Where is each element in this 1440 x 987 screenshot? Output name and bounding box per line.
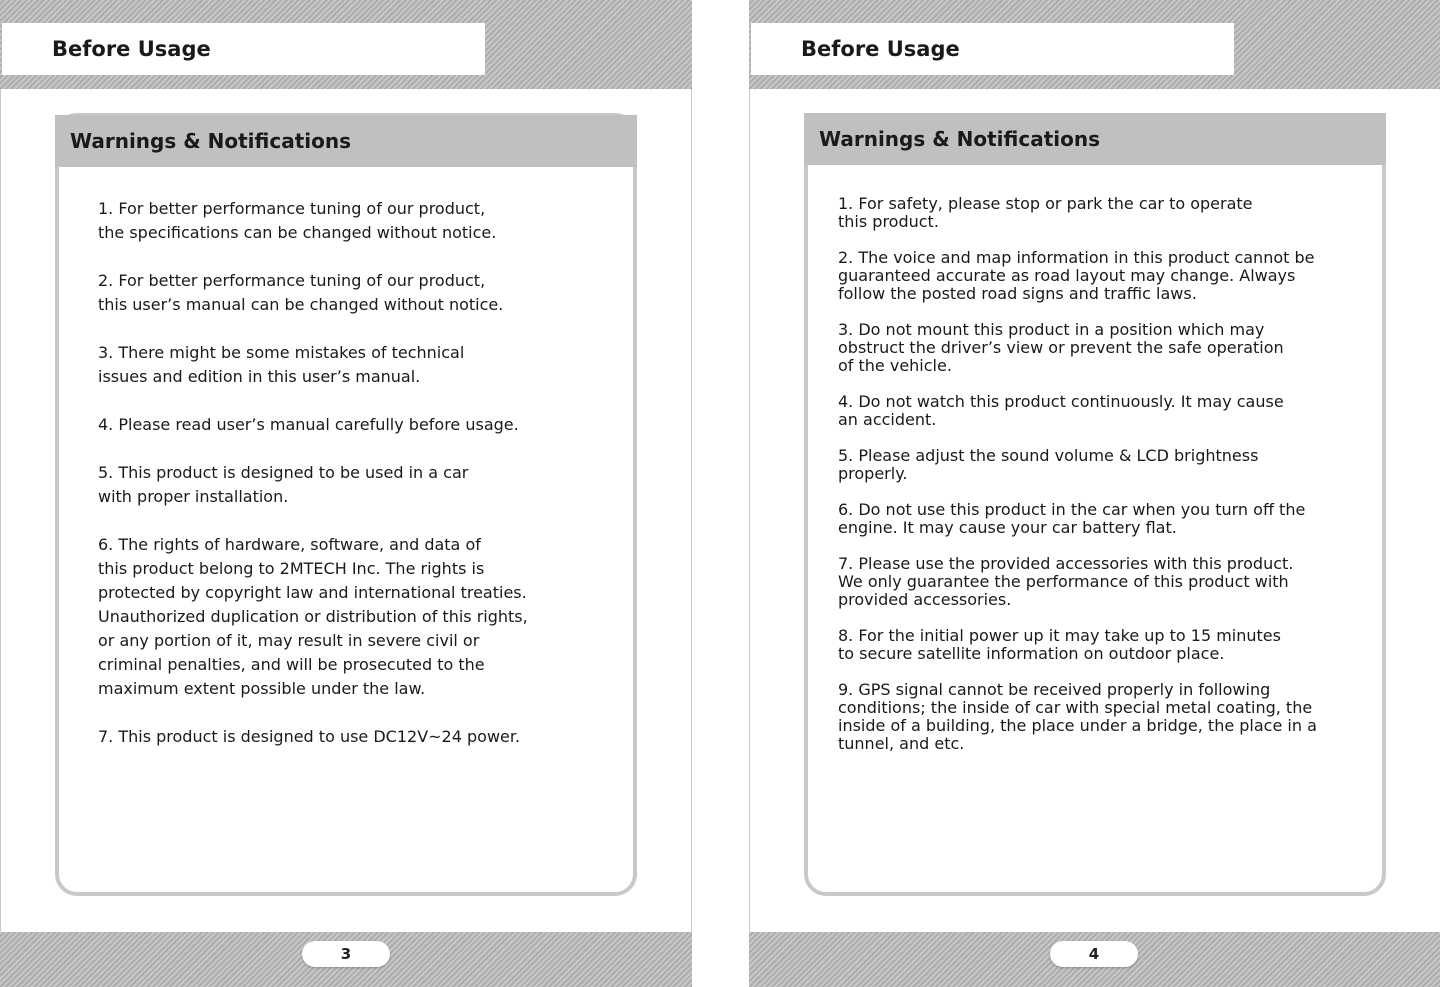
warnings-list bbox=[98, 197, 568, 773]
list-item: 7. Please use the provided accessories with this product. We only guarantee the performance of this product with provided accessories. bbox=[838, 554, 1294, 609]
list-item: 7. This product is designed to use DC12V~24 power. bbox=[98, 727, 521, 746]
header-box bbox=[751, 23, 1234, 75]
header-box bbox=[2, 23, 485, 75]
list-item: 5. Please adjust the sound volume & LCD brightness properly. bbox=[838, 446, 1259, 483]
list-item: 6. Do not use this product in the car when you turn off the engine. It may cause your car battery flat. bbox=[838, 500, 1306, 537]
list-item: 8. For the initial power up it may take up to 15 minutes to secure satellite information on outdoor place. bbox=[838, 626, 1281, 663]
page-header-title: Before Usage bbox=[52, 37, 211, 61]
list-item: 9. GPS signal cannot be received properly in following conditions; the inside of car with special metal coating, the inside of a building, the place under a bridge, the place in a tunnel, and etc. bbox=[838, 680, 1317, 753]
page-number: 4 bbox=[1050, 941, 1138, 967]
page-number: 3 bbox=[302, 941, 390, 967]
list-item: 4. Do not watch this product continuously. It may cause an accident. bbox=[838, 392, 1284, 429]
list-item: 2. For better performance tuning of our product, this user’s manual can be changed without notice. bbox=[98, 271, 504, 314]
section-bar bbox=[804, 113, 1386, 165]
list-item: 1. For safety, please stop or park the car to operate this product. bbox=[838, 194, 1253, 231]
list-item: 4. Please read user’s manual carefully before usage. bbox=[98, 415, 519, 434]
page-header-title: Before Usage bbox=[801, 37, 960, 61]
section-title: Warnings & Notifications bbox=[819, 127, 1100, 151]
manual-page-4 bbox=[749, 0, 1440, 987]
section-bar bbox=[55, 115, 637, 167]
list-item: 3. Do not mount this product in a position which may obstruct the driver’s view or prevent the safe operation of the vehicle. bbox=[838, 320, 1284, 375]
list-item: 3. There might be some mistakes of technical issues and edition in this user’s manual. bbox=[98, 343, 465, 386]
list-item: 6. The rights of hardware, software, and data of this product belong to 2MTECH Inc. The rights is protected by copyright law and international treaties. Unauthorized duplication or distribution of this rights, or any portion of it, may result in severe civil or criminal penalties, and will be prosecuted to the maximum extent possible under the law. bbox=[98, 535, 528, 698]
warnings-list bbox=[838, 195, 1358, 771]
section-title: Warnings & Notifications bbox=[70, 129, 351, 153]
manual-page-3 bbox=[0, 0, 692, 987]
list-item: 5. This product is designed to be used in a car with proper installation. bbox=[98, 463, 469, 506]
list-item: 1. For better performance tuning of our product, the specifications can be changed without notice. bbox=[98, 199, 497, 242]
list-item: 2. The voice and map information in this product cannot be guaranteed accurate as road layout may change. Always follow the posted road signs and traffic laws. bbox=[838, 248, 1315, 303]
